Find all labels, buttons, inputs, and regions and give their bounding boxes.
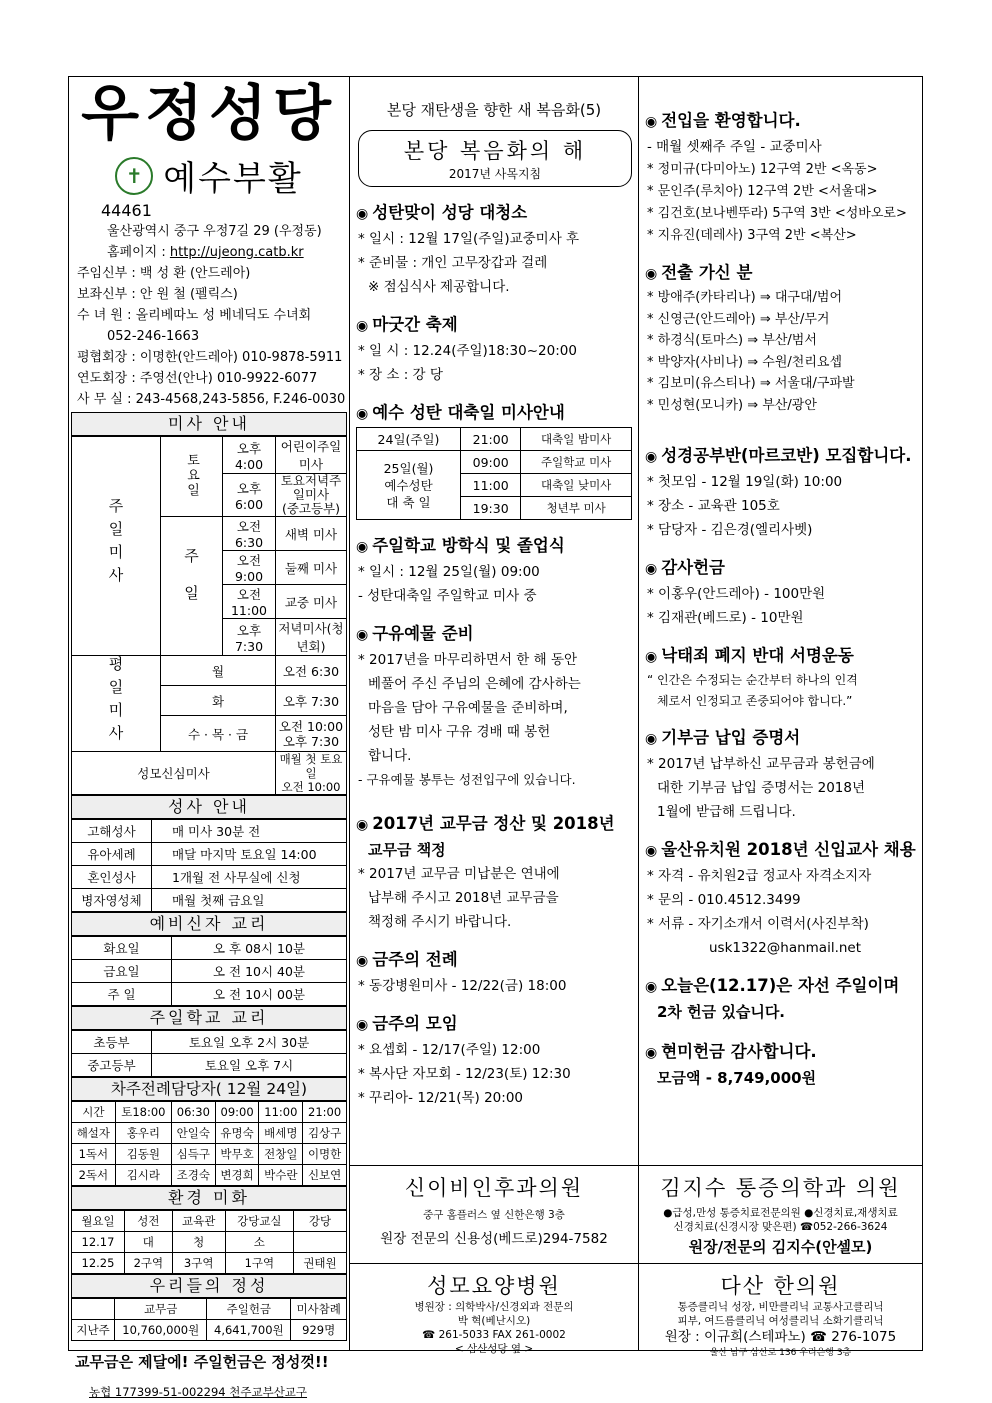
text: * 동강병원미사 - 12/22(금) 18:00: [358, 978, 567, 994]
parish-info: [69, 200, 349, 410]
sch-table: [71, 1030, 347, 1077]
env-header: 환경 미화: [71, 1186, 347, 1210]
text: 교무금 책정: [368, 841, 446, 859]
ad-text: 원장 : 이규희(스테파노) ☎ 276-1075: [664, 1329, 897, 1345]
text: * 담당자 - 김은경(엘리사벳): [647, 522, 813, 538]
cell: 병자영성체: [72, 889, 152, 912]
duty-table: [71, 1101, 347, 1186]
homepage-label: 홈페이지 :: [107, 245, 166, 260]
cell: 매달 마지막 토요일 14:00: [152, 843, 347, 866]
cell: 고해성사: [72, 820, 152, 843]
cell: 초등부: [72, 1031, 152, 1054]
cell: 대축일 낮미사: [521, 474, 632, 497]
cell: 배세명: [259, 1123, 303, 1144]
cell: 토요일 오후 2시 30분: [152, 1031, 347, 1054]
sec-title: 오늘은(12.17)은 자선 주일이며: [661, 976, 900, 995]
ad-text: 신경치료(신경시장 맞은편) ☎052-266-3624: [673, 1221, 888, 1233]
text: * 김건호(보나벤뚜라) 5구역 3반 <성바오로>: [647, 206, 907, 221]
cell: 오후 6:00: [223, 474, 276, 517]
sec-title: 전입을 환영합니다.: [661, 111, 801, 130]
cell: 둘째 미사: [275, 551, 346, 585]
sec-title: 금주의 전례: [372, 950, 458, 969]
cell: 12.17: [72, 1232, 125, 1253]
cell: 오전 6:30: [275, 656, 346, 686]
cell: 어린이주일미사: [275, 437, 346, 474]
text: 2차 헌금 있습니다.: [657, 1003, 786, 1021]
cell: 대: [124, 1232, 172, 1253]
cat-header: 예비신자 교리: [71, 912, 347, 936]
cell: 교육관: [172, 1211, 225, 1232]
text: * 2017년 납부하신 교무금과 봉헌금에: [647, 756, 875, 772]
sec-title: 마굿간 축제: [372, 315, 458, 334]
cell: 김동원: [115, 1144, 171, 1165]
cell: 3구역: [172, 1253, 225, 1274]
cell: 오 전 10시 00분: [172, 983, 347, 1006]
cell: 홍우리: [115, 1123, 171, 1144]
cell: 신보연: [303, 1165, 347, 1186]
text: 1월에 받급해 드립니다.: [657, 804, 796, 820]
ad-ent-clinic: [350, 1165, 638, 1263]
cell: 오후 7:30: [275, 686, 346, 716]
text: * 서류 - 자기소개서 이력서(사진부착): [647, 916, 869, 932]
text: * 2017년 교무금 미납분은 연내에: [358, 866, 560, 882]
text: * 민성현(모니카) ⇒ 부산/광안: [647, 397, 817, 413]
cell: 박수란: [259, 1165, 303, 1186]
cell: 주 일: [72, 983, 172, 1006]
text: 성탄 밤 미사 구유 경배 때 봉헌: [368, 724, 551, 740]
cell: 1독서: [72, 1144, 116, 1165]
text: ※ 점심식사 제공합니다.: [368, 279, 510, 295]
sacr-table: [71, 819, 347, 912]
cell: 강당: [294, 1211, 347, 1232]
sec-title: 현미헌금 감사합니다.: [661, 1042, 817, 1061]
christmas-table: [356, 427, 632, 520]
cat-table: [71, 936, 347, 1006]
off-table: [71, 1298, 347, 1341]
ad-text: 원장 전문의 신용성(베드로)294-7582: [380, 1231, 608, 1247]
mass-header: 미사 안내: [71, 412, 347, 436]
text: - 매월 셋째주 주일 - 교중미사: [647, 139, 822, 155]
evangel-title: 본당 재탄생을 향한 새 복음화(5): [386, 101, 602, 119]
text: 책정해 주시기 바랍니다.: [368, 914, 512, 930]
cell: 매월 첫째 금요일: [152, 889, 347, 912]
motto-box: [358, 130, 632, 187]
middle-column: 본당 재탄생을 향한 새 복음화(5) 본당 복음화의 해 2017년 사목지침 ◉ 성탄맞이 성당 대청소 * 일시 : 12월 17일(주일)교중미사 후 * 준비물 : 개인 고무장갑과 걸레 ※ 점심식사 제공합니다. ◉ 마굿간 축제 * 일 시 : 12.24(주일)18:30~20:00 * 장 소 : 강 당 ◉ 예수 성탄 대축일 미사안내 24일(주일) 21:00 대축일 밤미사 25일(월) 예수성탄 대 축 일 09:00 주일학교 미사 11:00 대축일 낮미사 19:30 청년부 미사 ◉ 주일학교 방학식 및 졸업식 * 일시 : 12월 25일(월) 09:00 - 성탄대축일 주일학교 미사 중 ◉ 구유예물 준비 * 2017년을 마무리하면서 한 해 동안 베풀어 주신 주님의 은혜에 감사하는 마음을 담아 구유예물을 준비하며, 성탄 밤 미사 구유 경배 때 봉헌 합니다. - 구유예물 봉투는 성전입구에 있습니다. ◉ 2017년 교무금 정산 및 2018년 교무금 책정 * 2017년 교무금 미납분은 연내에 납부해 주시고 2018년 교무금을 책정해 주시기 바랍니다. ◉ 금주의 전례 * 동강병원미사 - 12/22(금) 18:00 ◉ 금주의 모임 * 요셉회 - 12/17(주일) 12:00 * 복사단 자모회 - 12/23(토) 12:30 * 꾸리아- 12/21(목) 20:00 신이비인후과의원 중구 홈플러스 옆 신한은행 3층 원장 전문의 신용성(베드로)294-7582 성모요양병원 병원장 : 의학박사/신경외과 전문의 박 혁(베난시오) ☎ 261-5033 FAX 261-0002 < 삼산성당 옆 >: [350, 77, 639, 1350]
convent-phone: 052-246-1663: [107, 329, 200, 344]
parish-logo-icon: ✝: [115, 157, 153, 195]
text: 합니다.: [368, 748, 412, 764]
sec-title: 예수 성탄 대축일 미사안내: [372, 403, 565, 422]
ad-name: 신이비인후과의원: [404, 1176, 584, 1200]
cell: 21:00: [461, 428, 521, 451]
cell: 24일(주일): [357, 428, 461, 451]
text: “ 인간은 수정되는 순간부터 하나의 인격: [647, 673, 858, 687]
cell: 소: [225, 1232, 293, 1253]
ad-name: 성모요양병원: [427, 1274, 561, 1298]
ad-text: 울산 남구 삼산로 136 우리은행 3층: [709, 1348, 852, 1358]
cell: 09:00: [215, 1102, 259, 1123]
cell: 월: [161, 656, 276, 686]
text: * 일시 : 12월 25일(월) 09:00: [358, 564, 540, 580]
text: * 박양자(사비나) ⇒ 수원/천리요셉: [647, 354, 843, 370]
box-title: 본당 복음화의 해: [403, 139, 587, 163]
cell: 4,641,700원: [207, 1320, 291, 1341]
text: * 김재관(베드로) - 10만원: [647, 610, 804, 626]
cell: 매월 첫 토요일 오전 10:00: [275, 752, 346, 795]
cell: 10,760,000원: [115, 1320, 207, 1341]
convent: 수 녀 원 : 올리베따노 성 베네딕도 수녀회: [77, 308, 312, 323]
cell: 미사참례: [291, 1299, 347, 1320]
text: * 이홍우(안드레아) - 100만원: [647, 586, 826, 602]
council: 평협회장 : 이명한(안드레아) 010-9878-5911: [77, 350, 343, 365]
cell: 수 · 목 · 금: [161, 716, 276, 752]
cell: 오전 6:30: [223, 517, 276, 551]
text: * 복사단 자모회 - 12/23(토) 12:30: [358, 1066, 571, 1082]
cell: 조경숙: [171, 1165, 215, 1186]
cell: 청년부 미사: [521, 497, 632, 520]
cell: 12.25: [72, 1253, 125, 1274]
cell: 2구역: [124, 1253, 172, 1274]
ad-pain-clinic: [639, 1165, 922, 1263]
text: * 문인주(루치아) 12구역 2반 <서울대>: [647, 184, 878, 199]
cell: 새벽 미사: [275, 517, 346, 551]
sec-title: 전출 가신 분: [661, 263, 753, 282]
cell: 오 전 10시 40분: [172, 960, 347, 983]
sunday-label: 주일미사: [106, 498, 125, 590]
email: usk1322@hanmail.net: [709, 940, 862, 956]
text: - 구유예물 봉투는 성전입구에 있습니다.: [358, 772, 576, 787]
cell: 김시라: [115, 1165, 171, 1186]
cell: 1개월 전 사무실에 신청: [152, 866, 347, 889]
ad-text: 원장/전문의 김지수(안셀모): [688, 1238, 873, 1256]
text: * 일시 : 12월 17일(주일)교중미사 후: [358, 231, 580, 247]
text: 체로서 인정되고 존중되어야 합니다.”: [657, 694, 853, 708]
cell: 오후 4:00: [223, 437, 276, 474]
cell: 유명숙: [215, 1123, 259, 1144]
ad-text: 병원장 : 의학박사/신경외과 전문의: [414, 1301, 574, 1313]
ad-text: < 삼산성당 옆 >: [454, 1343, 534, 1355]
cell: 09:00: [461, 451, 521, 474]
sec-title: 기부금 납입 증명서: [661, 728, 801, 747]
text: * 자격 - 유치원2급 정교사 자격소지자: [647, 868, 872, 884]
cell: 토요일 오후 7시: [152, 1054, 347, 1077]
cell: 929명: [291, 1320, 347, 1341]
cell: 이명한: [303, 1144, 347, 1165]
text: * 신영근(안드레아) ⇒ 부산/무거: [647, 311, 830, 327]
text: * 장소 - 교육관 105호: [647, 498, 780, 514]
parish-title: 우정성당: [81, 79, 337, 149]
cell: 교무금: [115, 1299, 207, 1320]
sec-title: 2017년 교무금 정산 및 2018년: [372, 814, 615, 833]
office: 사 무 실 : 243-4568,243-5856, F.246-0030: [77, 392, 346, 407]
cell: 시간: [72, 1102, 116, 1123]
cell: 심득구: [171, 1144, 215, 1165]
sat-label: 토요일: [184, 452, 199, 498]
text: * 하경식(토마스) ⇒ 부산/범서: [647, 333, 817, 348]
ad-text: 박 혁(베난시오): [457, 1315, 531, 1327]
cell: 토18:00: [115, 1102, 171, 1123]
cell: 유아세례: [72, 843, 152, 866]
text: 납부해 주시고 2018년 교무금을: [368, 890, 559, 906]
text: 마음을 담아 구유예물을 준비하며,: [368, 700, 568, 716]
zip: 44461: [101, 201, 152, 220]
address: 울산광역시 중구 우정7길 29 (우정동): [107, 224, 322, 239]
ad-text: 통증클리닉 성장, 비만클리닉 교통사고클리닉: [677, 1301, 884, 1313]
cell: 혼인성사: [72, 866, 152, 889]
sec-title: 감사헌금: [661, 558, 725, 577]
mass-table: [71, 436, 347, 795]
sec-title: 낙태죄 폐지 반대 서명운동: [661, 646, 854, 665]
cell: 저녁미사(청년회): [275, 619, 346, 656]
cell: 중고등부: [72, 1054, 152, 1077]
ad-text: 중구 홈플러스 옆 신한은행 3층: [423, 1209, 565, 1221]
cell: 1구역: [225, 1253, 293, 1274]
cell: 청: [172, 1232, 225, 1253]
cell: 주일헌금: [207, 1299, 291, 1320]
council2: 연도회장 : 주영선(안나) 010-9922-6077: [77, 371, 318, 386]
cell: 오전 9:00: [223, 551, 276, 585]
cell: 21:00: [303, 1102, 347, 1123]
cell: 박무호: [215, 1144, 259, 1165]
sec-title: 주일학교 방학식 및 졸업식: [372, 536, 565, 555]
bank-account: 농협 177399-51-002294 천주교부산교구: [89, 1385, 308, 1399]
cell: 지난주: [72, 1320, 115, 1341]
text: * 첫모임 - 12월 19일(화) 10:00: [647, 474, 843, 490]
cell: 오후 7:30: [223, 619, 276, 656]
left-column: [69, 77, 350, 1399]
ad-hospital: [350, 1263, 638, 1356]
pastor: 주임신부 : 백 성 환 (안드레아): [77, 266, 251, 281]
cell: 해설자: [72, 1123, 116, 1144]
homepage-link[interactable]: http://ujeong.catb.kr: [169, 245, 304, 260]
text: * 방애주(카타리나) ⇒ 대구대/범어: [647, 290, 843, 305]
cell: 11:00: [461, 474, 521, 497]
cell: [294, 1232, 347, 1253]
sacr-header: 성사 안내: [71, 795, 347, 819]
sec-title: 금주의 모임: [372, 1014, 458, 1033]
text: - 성탄대축일 주일학교 미사 중: [358, 588, 537, 604]
text: * 문의 - 010.4512.3499: [647, 892, 801, 908]
cell: 안일숙: [171, 1123, 215, 1144]
cell: 토요저녁주일미사 (중고등부): [275, 474, 346, 517]
cell: [72, 1299, 115, 1320]
text: * 지유진(데레사) 3구역 2반 <복산>: [647, 228, 857, 243]
sun-label: 주일: [182, 547, 200, 622]
text: * 장 소 : 강 당: [358, 367, 443, 383]
text: * 일 시 : 12.24(주일)18:30~20:00: [358, 343, 577, 359]
cell: 06:30: [171, 1102, 215, 1123]
motto: 예수부활: [163, 159, 303, 199]
duty-header: 차주전례담당자( 12월 24일): [71, 1077, 347, 1101]
cell: 성전: [124, 1211, 172, 1232]
cell: 성모신심미사: [72, 752, 276, 795]
cell: 금요일: [72, 960, 172, 983]
cell: 화: [161, 686, 276, 716]
text: 모금액 - 8,749,000원: [657, 1069, 817, 1087]
cell: 오전 10:00 오후 7:30: [275, 716, 346, 752]
sec-title: 구유예물 준비: [372, 624, 474, 643]
assistant: 보좌신부 : 안 원 철 (펠릭스): [77, 287, 238, 302]
box-sub: 2017년 사목지침: [448, 167, 542, 181]
ad-text: ☎ 261-5033 FAX 261-0002: [422, 1329, 566, 1341]
cell: 오 후 08시 10분: [172, 937, 347, 960]
cell: 주일학교 미사: [521, 451, 632, 474]
text: 베풀어 주신 주님의 은혜에 감사하는: [368, 676, 581, 692]
cell: 매 미사 30분 전: [152, 820, 347, 843]
ad-text: ●급성,만성 통증치료전문의원 ●신경치료,재생치료: [663, 1207, 898, 1219]
bulletin-frame: [68, 76, 923, 1399]
sec-title: 성경공부반(마르코반) 모집합니다.: [661, 446, 912, 465]
sec-title: 울산유치원 2018년 신입교사 채용: [661, 840, 916, 859]
right-column: ◉ 전입을 환영합니다. - 매월 셋째주 주일 - 교중미사 * 정미규(다미아노) 12구역 2반 <옥동> * 문인주(루치아) 12구역 2반 <서울대> * 김건호(보나벤뚜라) 5구역 3반 <성바오로> * 지유진(데레사) 3구역 2반 <복산> ◉ 전출 가신 분 * 방애주(카타리나) ⇒ 대구대/범어 * 신영근(안드레아) ⇒ 부산/무거 * 하경식(토마스) ⇒ 부산/범서 * 박양자(사비나) ⇒ 수원/천리요셉 * 김보미(유스티나) ⇒ 서울대/구파발 * 민성현(모니카) ⇒ 부산/광안 ◉ 성경공부반(마르코반) 모집합니다. * 첫모임 - 12월 19일(화) 10:00 * 장소 - 교육관 105호 * 담당자 - 김은경(엘리사벳) ◉ 감사헌금 * 이홍우(안드레아) - 100만원 * 김재관(베드로) - 10만원 ◉ 낙태죄 폐지 반대 서명운동 “ 인간은 수정되는 순간부터 하나의 인격 체로서 인정되고 존중되어야 합니다.” ◉ 기부금 납입 증명서 * 2017년 납부하신 교무금과 봉헌금에 대한 기부금 납입 증명서는 2018년 1월에 받급해 드립니다. ◉ 울산유치원 2018년 신입교사 채용 * 자격 - 유치원2급 정교사 자격소지자 * 문의 - 010.4512.3499 * 서류 - 자기소개서 이력서(사진부착) usk1322@hanmail.net ◉ 오늘은(12.17)은 자선 주일이며 2차 헌금 있습니다. ◉ 현미헌금 감사합니다. 모금액 - 8,749,000원 김지수 통증의학과 의원 ●급성,만성 통증치료전문의원 ●신경치료,재생치료 신경치료(신경시장 맞은편) ☎052-266-3624 원장/전문의 김지수(안셀모) 다산 한의원 통증클리닉 성장, 비만클리닉 교통사고클리닉 피부, 여드름클리닉 여성클리닉 소화기클리닉 원장 : 이규희(스테파노) ☎ 276-1075 울산 남구 삼산로 136 우리은행 3층: [639, 77, 922, 1350]
text: * 요셉회 - 12/17(주일) 12:00: [358, 1042, 541, 1058]
cell: 11:00: [259, 1102, 303, 1123]
sec-title: 성탄맞이 성당 대청소: [372, 203, 528, 222]
cell: 교중 미사: [275, 585, 346, 619]
cell: 강당교실: [225, 1211, 293, 1232]
sch-header: 주일학교 교리: [71, 1006, 347, 1030]
weekday-label: 평일미사: [106, 656, 125, 748]
cell: 2독서: [72, 1165, 116, 1186]
cell: 25일(월) 예수성탄 대 축 일: [357, 451, 461, 520]
off-header: 우리들의 정성: [71, 1274, 347, 1298]
ad-oriental-clinic: [639, 1263, 922, 1360]
env-table: [71, 1210, 347, 1274]
cell: 변경희: [215, 1165, 259, 1186]
text: * 꾸리아- 12/21(목) 20:00: [358, 1090, 524, 1106]
cell: 19:30: [461, 497, 521, 520]
text: * 준비물 : 개인 고무장갑과 걸레: [358, 255, 548, 271]
ad-text: 피부, 여드름클리닉 여성클리닉 소화기클리닉: [677, 1315, 884, 1327]
cell: 화요일: [72, 937, 172, 960]
cell: 전창일: [259, 1144, 303, 1165]
slogan: 교무금은 제달에! 주일헌금은 정성껏!!: [75, 1353, 329, 1371]
text: * 김보미(유스티나) ⇒ 서울대/구파발: [647, 376, 855, 391]
text: * 2017년을 마무리하면서 한 해 동안: [358, 652, 578, 668]
cell: 대축일 밤미사: [521, 428, 632, 451]
cell: 김상구: [303, 1123, 347, 1144]
ad-name: 다산 한의원: [720, 1274, 841, 1298]
text: 대한 기부금 납입 증명서는 2018년: [657, 780, 866, 796]
cell: 권태원: [294, 1253, 347, 1274]
text: * 정미규(다미아노) 12구역 2반 <옥동>: [647, 162, 878, 177]
ad-name: 김지수 통증의학과 의원: [660, 1176, 901, 1200]
cell: 오전11:00: [223, 585, 276, 619]
cell: 월요일: [72, 1211, 125, 1232]
